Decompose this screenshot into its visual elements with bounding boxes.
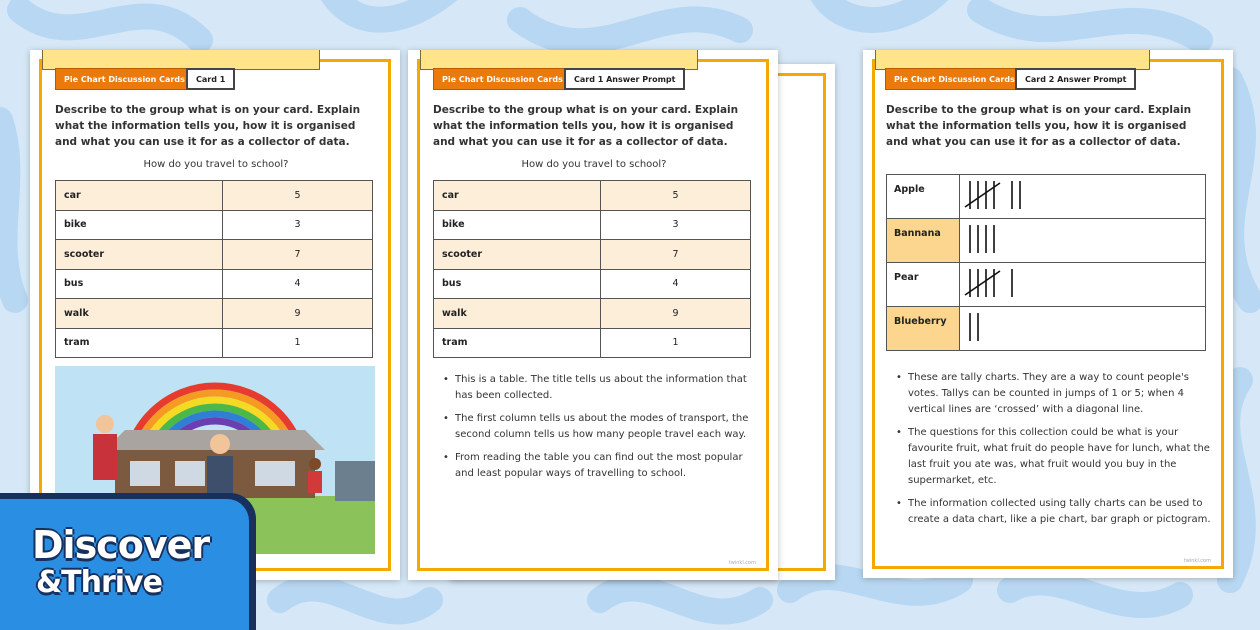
transport-table	[55, 180, 373, 358]
tally-marks	[960, 307, 1206, 351]
row-value: 5	[223, 181, 373, 211]
brand-badge-inner	[0, 499, 249, 630]
row-value: 7	[223, 240, 373, 270]
table-title: How do you travel to school?	[521, 159, 667, 170]
brand-line-1: Discover	[32, 523, 210, 567]
table-row	[56, 181, 373, 211]
row-label: scooter	[434, 240, 601, 270]
table-row	[887, 263, 1206, 307]
row-label: bike	[434, 210, 601, 240]
row-value: 5	[601, 181, 751, 211]
row-value: 7	[601, 240, 751, 270]
row-label: tram	[56, 328, 223, 358]
row-label: tram	[434, 328, 601, 358]
tally-marks	[960, 219, 1206, 263]
table-row	[887, 175, 1206, 219]
table-row	[434, 210, 751, 240]
table-row	[56, 299, 373, 329]
table-row	[434, 269, 751, 299]
tally-marks-graphic	[964, 263, 1084, 303]
transport-table	[433, 180, 751, 358]
decorative-banner	[420, 50, 698, 70]
row-value: 4	[223, 269, 373, 299]
table-title: How do you travel to school?	[143, 159, 289, 170]
table-row	[56, 328, 373, 358]
fruit-tally-table	[886, 174, 1206, 351]
row-label: bike	[56, 210, 223, 240]
row-label: car	[434, 181, 601, 211]
tally-marks	[960, 175, 1206, 219]
list-item: • The information collected using tally charts can be used to create a data chart, like a pie chart, bar graph or pictogram.	[894, 496, 1214, 528]
card-2-answer	[863, 50, 1233, 578]
row-label: walk	[434, 299, 601, 329]
card-label-tab: Card 1	[186, 68, 235, 90]
brand-badge	[0, 493, 256, 630]
answer-bullets	[441, 372, 759, 489]
table-row	[434, 240, 751, 270]
table-row	[887, 219, 1206, 263]
row-label: scooter	[56, 240, 223, 270]
row-label: Blueberry	[887, 307, 960, 351]
row-label: car	[56, 181, 223, 211]
card-type-tab: Pie Chart Discussion Cards	[433, 68, 572, 90]
table-row	[434, 299, 751, 329]
table-row	[434, 328, 751, 358]
row-label: walk	[56, 299, 223, 329]
brand-line-2: &Thrive	[36, 565, 162, 600]
list-item: • This is a table. The title tells us about the information that has been collected.	[441, 372, 759, 404]
footer-credit: twinkl.com	[1183, 558, 1211, 564]
answer-bullets	[894, 370, 1214, 535]
tally-marks-graphic	[964, 219, 1084, 259]
row-label: bus	[56, 269, 223, 299]
tally-marks-graphic	[964, 175, 1084, 215]
table-row	[887, 307, 1206, 351]
decorative-banner	[875, 50, 1150, 70]
card-label-tab: Card 1 Answer Prompt	[564, 68, 685, 90]
row-value: 4	[601, 269, 751, 299]
table-row	[56, 210, 373, 240]
card-intro: Describe to the group what is on your card. Explain what the information tells you, how it is organised and what you can use it for as a collector of data.	[55, 104, 361, 148]
row-value: 3	[223, 210, 373, 240]
row-value: 1	[223, 328, 373, 358]
tally-marks	[960, 263, 1206, 307]
table-row	[56, 269, 373, 299]
row-label: Apple	[887, 175, 960, 219]
row-label: Pear	[887, 263, 960, 307]
row-label: bus	[434, 269, 601, 299]
decorative-banner	[42, 50, 320, 70]
card-label-tab: Card 2 Answer Prompt	[1015, 68, 1136, 90]
card-1-answer	[408, 50, 778, 580]
row-value: 3	[601, 210, 751, 240]
card-intro: Describe to the group what is on your card. Explain what the information tells you, how it is organised and what you can use it for as a collector of data.	[886, 104, 1192, 148]
list-item: • From reading the table you can find out the most popular and least popular ways of travelling to school.	[441, 450, 759, 482]
footer-credit: twinkl.com	[728, 560, 756, 566]
row-label: Bannana	[887, 219, 960, 263]
row-value: 9	[223, 299, 373, 329]
tally-marks-graphic	[964, 307, 1084, 347]
card-type-tab: Pie Chart Discussion Cards	[55, 68, 194, 90]
card-intro: Describe to the group what is on your card. Explain what the information tells you, how it is organised and what you can use it for as a collector of data.	[433, 104, 739, 148]
row-value: 9	[601, 299, 751, 329]
list-item: • The first column tells us about the modes of transport, the second column tells us how many people travel each way.	[441, 411, 759, 443]
list-item: • The questions for this collection could be what is your favourite fruit, what fruit do people have for lunch, what the last fruit you ate was, what fruit would you buy in the supermarket, etc.	[894, 425, 1214, 489]
table-row	[434, 181, 751, 211]
table-row	[56, 240, 373, 270]
card-type-tab: Pie Chart Discussion Cards	[885, 68, 1024, 90]
row-value: 1	[601, 328, 751, 358]
list-item: • These are tally charts. They are a way to count people's votes. Tallys can be counted in jumps of 1 or 5; when 4 vertical lines are ‘crossed’ with a diagonal line.	[894, 370, 1214, 418]
